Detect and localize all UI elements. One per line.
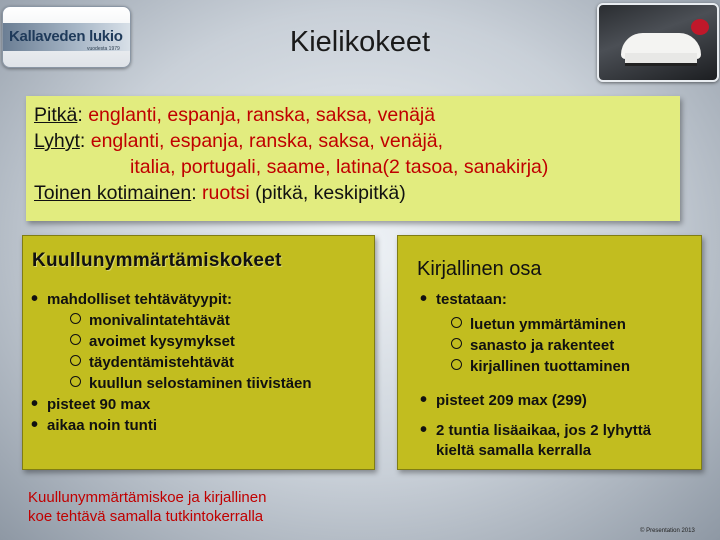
listening-title: Kuullunymmärtämiskokeet: [32, 250, 282, 271]
list-subitem: kuullun selostaminen tiivistäen: [70, 375, 312, 392]
logo-subtext: vuodesta 1979: [87, 46, 120, 52]
written-test-box: [397, 235, 702, 470]
list-subitem: sanasto ja rakenteet: [451, 337, 614, 354]
circle-bullet-icon: [451, 338, 462, 349]
list-item: • mahdolliset tehtävätyypit:: [31, 288, 233, 310]
footer-note: Kuullunymmärtämiskoe ja kirjallinen koe tehtävä samalla tutkintokerralla: [28, 489, 267, 525]
circle-bullet-icon: [70, 313, 81, 324]
copyright-text: © Presentation 2013: [640, 528, 695, 534]
value-pitka: englanti, espanja, ranska, saksa, venäjä: [88, 104, 436, 126]
list-item: • testataan:: [420, 288, 507, 310]
line-lyhyt-cont: italia, portugali, saame, latina(2 tasoa, sanakirja): [130, 156, 549, 178]
list-item: • pisteet 90 max: [31, 393, 151, 415]
list-subitem: kirjallinen tuottaminen: [451, 358, 630, 375]
label-toinen-kotimainen: Toinen kotimainen: [34, 182, 192, 204]
circle-bullet-icon: [451, 359, 462, 370]
language-list-panel: [26, 96, 680, 221]
school-logo: [2, 6, 131, 68]
listening-test-box: [22, 235, 375, 470]
logo-text: Kallaveden lukio: [9, 28, 123, 45]
list-subitem: täydentämistehtävät: [70, 354, 234, 371]
list-subitem: luetun ymmärtäminen: [451, 316, 626, 333]
line-toinen-kotimainen: Toinen kotimainen: ruotsi (pitkä, keskipitkä): [34, 182, 406, 204]
list-item: • pisteet 209 max (299): [420, 389, 587, 411]
list-subitem: avoimet kysymykset: [70, 333, 235, 350]
label-lyhyt: Lyhyt: [34, 130, 80, 152]
circle-bullet-icon: [70, 334, 81, 345]
written-title: Kirjallinen osa: [417, 258, 542, 280]
list-subitem: monivalintatehtävät: [70, 312, 230, 329]
circle-bullet-icon: [70, 355, 81, 366]
list-item-cont: kieltä samalla kerralla: [436, 442, 592, 459]
graduation-cap-photo: [597, 3, 719, 82]
circle-bullet-icon: [70, 376, 81, 387]
header: [0, 0, 720, 82]
value-lyhyt: englanti, espanja, ranska, saksa, venäjä,: [90, 130, 444, 152]
slide-title: Kielikokeet: [289, 26, 431, 58]
circle-bullet-icon: [451, 317, 462, 328]
list-item: • 2 tuntia lisäaikaa, jos 2 lyhyttä: [420, 419, 652, 441]
line-pitka: Pitkä: englanti, espanja, ranska, saksa, venäjä: [34, 104, 436, 126]
list-item: • aikaa noin tunti: [31, 414, 158, 436]
line-lyhyt: Lyhyt: englanti, espanja, ranska, saksa, venäjä,: [34, 130, 444, 152]
label-pitka: Pitkä: [34, 104, 78, 126]
